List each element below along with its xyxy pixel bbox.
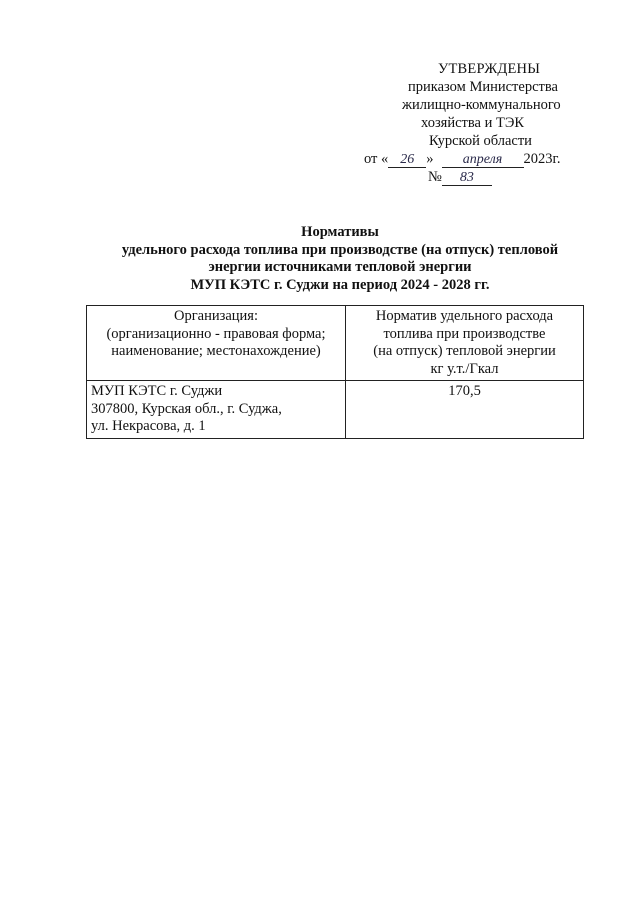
- organization-cell: МУП КЭТС г. Суджи 307800, Курская обл., г. Суджа, ул. Некрасова, д. 1: [87, 381, 346, 439]
- title-line: удельного расхода топлива при производстве (на отпуск) тепловой: [121, 241, 559, 258]
- title-line: Нормативы: [301, 224, 379, 240]
- approval-line: Курской области: [429, 133, 532, 149]
- date-month-handwritten: апреля: [442, 152, 524, 168]
- date-prefix: от «: [364, 151, 389, 167]
- approval-line: хозяйства и ТЭК: [421, 115, 525, 131]
- title-line: энергии источниками тепловой энергии: [208, 259, 472, 275]
- table-header-row: [87, 306, 584, 381]
- date-year: 2023г.: [523, 151, 561, 167]
- approval-number: [428, 168, 492, 186]
- number-label: №: [428, 169, 442, 185]
- approval-line: приказом Министерства: [408, 79, 558, 95]
- number-handwritten: 83: [442, 170, 492, 186]
- table-row: [87, 381, 584, 439]
- approved-heading: УТВЕРЖДЕНЫ: [438, 61, 541, 77]
- date-close-quote: »: [426, 151, 434, 167]
- norm-value-cell: 170,5: [346, 381, 584, 439]
- approval-date: [364, 150, 560, 168]
- date-day-handwritten: 26: [388, 152, 426, 168]
- approval-line: жилищно-коммунального: [402, 97, 561, 113]
- header-norm: Норматив удельного расхода топлива при производстве (на отпуск) тепловой энергии кг у.т./Гкал: [346, 306, 584, 381]
- title-line: МУП КЭТС г. Суджи на период 2024 - 2028 гг.: [190, 276, 490, 293]
- document-title: [80, 224, 600, 294]
- norms-table: [86, 305, 584, 439]
- header-organization: Организация: (организационно - правовая форма; наименование; местонахождение): [87, 306, 346, 381]
